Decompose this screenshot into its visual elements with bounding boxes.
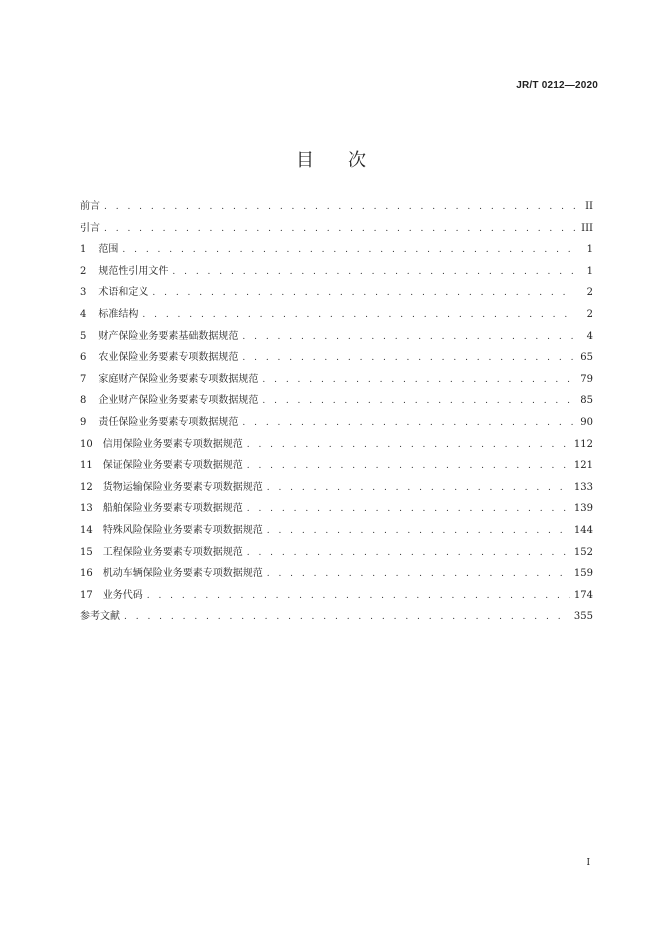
toc-entry-number: 11 [80, 460, 93, 472]
toc-entry-number: 6 [80, 352, 87, 364]
toc-entry[interactable] [80, 265, 593, 287]
toc-entry-label: 引言 [80, 222, 100, 234]
toc-entry[interactable] [80, 351, 593, 373]
toc-entry[interactable] [80, 373, 593, 395]
toc-entry[interactable] [80, 567, 593, 589]
toc-entry-page: 4 [586, 330, 593, 342]
toc-entry[interactable] [80, 502, 593, 524]
toc-entry-number: 5 [80, 330, 87, 342]
toc-entry-number: 4 [80, 308, 87, 320]
toc-entry[interactable] [80, 330, 593, 352]
toc-entry-label: 工程保险业务要素专项数据规范 [102, 546, 243, 558]
toc-entry-page: 355 [573, 611, 593, 623]
toc-entry-page: 139 [573, 503, 593, 515]
toc-entry-number: 2 [80, 265, 87, 277]
toc-entry[interactable] [80, 200, 593, 222]
toc-dot-leader [242, 351, 575, 365]
toc-dot-leader [262, 373, 575, 387]
page-title: 目次 [296, 150, 400, 171]
toc-entry-label: 信用保险业务要素专项数据规范 [102, 438, 243, 450]
toc-entry-page: II [585, 201, 593, 212]
toc-entry-page: 133 [573, 481, 593, 493]
toc-entry[interactable] [80, 589, 593, 611]
toc-dot-leader [262, 394, 575, 408]
toc-entry-label: 保证保险业务要素专项数据规范 [102, 460, 243, 472]
toc-entry-label: 特殊风险保险业务要素专项数据规范 [102, 524, 263, 536]
toc-entry-number: 9 [80, 416, 87, 428]
toc-entry[interactable] [80, 416, 593, 438]
toc-entry-page: 90 [580, 416, 593, 428]
toc-entry-number: 17 [80, 589, 93, 601]
toc-entry-number: 14 [80, 524, 93, 536]
toc-entry-number: 1 [80, 244, 87, 256]
toc-entry-label: 机动车辆保险业务要素专项数据规范 [102, 568, 263, 580]
toc-entry[interactable] [80, 438, 593, 460]
toc-entry-label: 财产保险业务要素基础数据规范 [98, 330, 239, 342]
toc-entry-page: 144 [573, 524, 593, 536]
toc-dot-leader [267, 524, 570, 538]
toc-entry[interactable] [80, 243, 593, 265]
toc-entry-page: 159 [573, 568, 593, 580]
toc-entry[interactable] [80, 610, 593, 632]
toc-dot-leader [124, 610, 570, 624]
toc-dot-leader [147, 589, 570, 603]
toc-dot-leader [247, 459, 570, 473]
toc-dot-leader [142, 308, 575, 322]
toc-dot-leader [267, 481, 570, 495]
toc-entry-number: 12 [80, 481, 93, 493]
toc-entry-page: 1 [586, 244, 593, 256]
toc-entry[interactable] [80, 286, 593, 308]
toc-entry-page: 65 [580, 352, 593, 364]
toc-entry-label: 责任保险业务要素专项数据规范 [98, 416, 239, 428]
toc-entry-label: 家庭财产保险业务要素专项数据规范 [98, 373, 259, 385]
toc-entry-number: 3 [80, 287, 87, 299]
toc-entry[interactable] [80, 481, 593, 503]
toc-entry-number: 8 [80, 395, 87, 407]
toc-entry-label: 农业保险业务要素专项数据规范 [98, 352, 239, 364]
toc-entry-page: 2 [586, 287, 593, 299]
toc-entry-page: 85 [580, 395, 593, 407]
toc-dot-leader [172, 265, 575, 279]
toc-entry[interactable] [80, 459, 593, 481]
toc-dot-leader [247, 546, 570, 560]
toc-dot-leader [104, 200, 575, 214]
toc-dot-leader [242, 416, 575, 430]
toc-entry-number: 16 [80, 568, 93, 580]
toc-dot-leader [247, 502, 570, 516]
toc-entry[interactable] [80, 524, 593, 546]
toc-entry[interactable] [80, 394, 593, 416]
toc-entry-label: 货物运输保险业务要素专项数据规范 [102, 481, 263, 493]
toc-entry[interactable] [80, 308, 593, 330]
toc-entry-label: 标准结构 [98, 308, 139, 320]
toc-entry-label: 前言 [80, 201, 100, 212]
document-code: JR/T 0212—2020 [516, 80, 598, 91]
toc-entry-number: 15 [80, 546, 93, 558]
toc-entry-page: 152 [573, 546, 593, 558]
toc-entry-page: 2 [586, 308, 593, 320]
toc-dot-leader [152, 286, 575, 300]
toc-entry-number: 10 [80, 438, 93, 450]
toc-entry-page: 121 [573, 460, 593, 472]
toc-entry-label: 术语和定义 [98, 287, 149, 299]
toc-entry-page: 112 [573, 438, 593, 450]
toc-dot-leader [242, 330, 575, 344]
toc-dot-leader [247, 438, 570, 452]
toc-dot-leader [267, 567, 570, 581]
toc-entry-label: 规范性引用文件 [98, 265, 169, 277]
toc-entry-page: 1 [586, 265, 593, 277]
toc-entry-label: 企业财产保险业务要素专项数据规范 [98, 395, 259, 407]
toc-entry[interactable] [80, 222, 593, 244]
toc-entry-label: 范围 [98, 244, 119, 256]
toc-entry-page: 174 [573, 589, 593, 601]
toc-entry-page: III [581, 222, 593, 234]
toc-entry-page: 79 [580, 373, 593, 385]
toc-dot-leader [122, 243, 575, 257]
toc-dot-leader [104, 222, 575, 236]
table-of-contents [80, 200, 593, 632]
toc-entry-label: 参考文献 [80, 611, 120, 623]
toc-entry-label: 船舶保险业务要素专项数据规范 [102, 503, 243, 515]
toc-entry-label: 业务代码 [102, 589, 143, 601]
page-number: I [586, 858, 590, 868]
toc-entry-number: 13 [80, 503, 93, 515]
toc-entry[interactable] [80, 546, 593, 568]
toc-entry-number: 7 [80, 373, 87, 385]
